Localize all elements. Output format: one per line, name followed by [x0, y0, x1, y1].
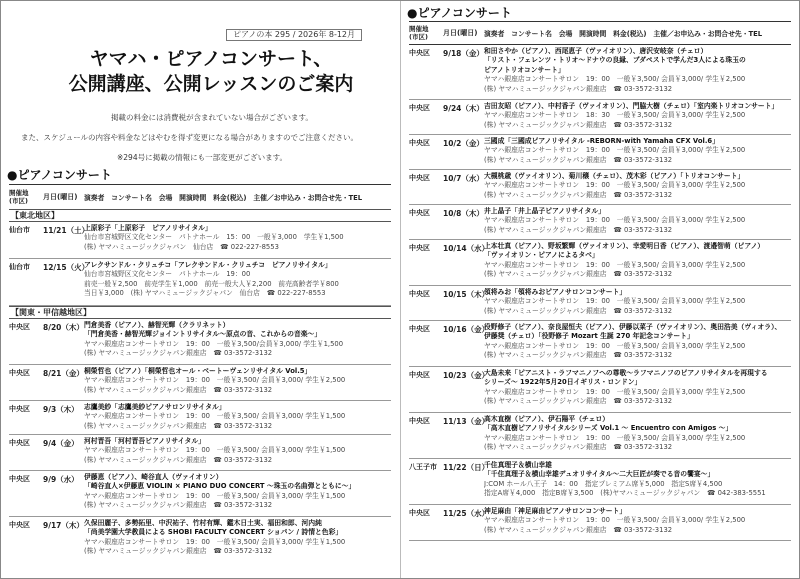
row-concert: シリーズ～ 1922年5月20日イギリス・ロンドン」 [484, 378, 642, 387]
row-area: 中央区 [409, 104, 430, 112]
row-venue: ヤマハ銀座店コンサートサロン 19：00 一般￥3,500/ 会員￥3,000/ 学生￥1,500 [84, 537, 346, 546]
header-date: 月日(曜日) [43, 193, 78, 201]
row-date: 11/21（土） [43, 226, 90, 235]
table-row [409, 169, 791, 205]
table-row [9, 400, 391, 435]
row-contact: (株) ヤマハミュージックジャパン銀座店 ☎ 03-3572-3132 [484, 306, 673, 315]
row-venue: ヤマハ銀座店コンサートサロン 19：00 一般￥3,500/ 会員￥3,000/ 学生￥2,500 [484, 181, 746, 190]
row-contact: (株) ヤマハミュージックジャパン銀座店 ☎ 03-3572-3132 [84, 349, 273, 358]
row-body [84, 473, 391, 511]
table-row [409, 412, 791, 459]
row-performer: 河村晋吾「河村晋吾ピアノリサイタル」 [84, 437, 205, 445]
row-performer: 上原彩子「上原彩子 ピアノリサイタル」 [84, 224, 212, 232]
row-body [84, 224, 391, 252]
row-body [84, 403, 391, 431]
table-row [9, 221, 391, 259]
row-performer: 千住真理子＆横山幸雄 [484, 461, 552, 469]
row-performer: 高木直樹（ピアノ）、伊石陽平（チェロ） [484, 415, 609, 423]
row-contact: (株) ヤマハミュージックジャパン銀座店 ☎ 03-3572-3132 [484, 525, 673, 534]
row-body [484, 288, 791, 316]
row-body [84, 437, 391, 465]
table-row [9, 470, 391, 517]
row-contact: (株) ヤマハミュージックジャパン銀座店 ☎ 03-3572-3132 [84, 501, 273, 510]
row-area: 中央区 [9, 439, 30, 447]
row-concert: 「門倉美香・赫智光輝ジョイントリサイタル～原点の音、これからの音楽～」 [84, 330, 322, 339]
table-row [9, 318, 391, 365]
row-venue: ヤマハ銀座店コンサートサロン 19：00 一般￥3,500/ 会員￥3,000/ 学生￥2,500 [484, 387, 746, 396]
row-venue: ヤマハ銀座店コンサートサロン 19：00 一般￥3,500/ 会員￥3,000/ 学生￥1,500 [84, 412, 346, 421]
table-row [9, 516, 391, 564]
row-date: 9/17（木） [43, 521, 84, 530]
row-contact: (株) ヤマハミュージックジャパン銀座店 ☎ 03-3572-3132 [484, 120, 673, 129]
row-date: 10/15（木） [443, 290, 490, 299]
row-contact: (株) ヤマハミュージックジャパン銀座店 ☎ 03-3572-3132 [84, 547, 273, 556]
row-area: 中央区 [409, 325, 430, 333]
row-performer: 大島未来「ピアニスト・ラフマニノフへの尊敬～ラフマニノフのピアノリサイタルを再現する [484, 369, 768, 377]
row-performer: 和田さやか（ピアノ）、西尾恵子（ヴァイオリン）、唐沢安岐奈（チェロ） [484, 47, 708, 55]
note-tax: 掲載の料金には消費税が含まれていない場合がございます。 [111, 113, 313, 122]
row-venue: J:COM ホール八王子 14：00 指定プレミアム席￥5,000 指定S席￥4,500 [484, 479, 723, 488]
row-body [84, 261, 391, 299]
row-performer: アレクサンドル・クリュチコ「アレクサンドル・クリュチコ ピアノリサイタル」 [84, 261, 332, 269]
row-area: 中央区 [409, 371, 430, 379]
row-date: 10/7（水） [443, 174, 484, 183]
row-date: 11/25（水） [443, 509, 490, 518]
row-contact: (株) ヤマハミュージックジャパン銀座店 ☎ 03-3572-3132 [484, 190, 673, 199]
row-performer: 領将みお「領将みおピアノサロンコンサート」 [484, 288, 627, 296]
row-body [484, 461, 791, 499]
row-contact: (株) ヤマハミュージックジャパン銀座店 ☎ 03-3572-3132 [484, 225, 673, 234]
row-body [484, 47, 791, 94]
row-area: 八王子市 [409, 463, 437, 471]
row-concert: 「尚美学園大学教員による SHOBI FACULTY CONCERT ショパン / 詩情と色彩」 [84, 528, 343, 537]
row-performer: 桐榮哲也（ピアノ）「桐榮哲也オール・ベートーヴェンリサイタル Vol.5」 [84, 367, 312, 375]
row-performer: 吉田友昭（ピアノ）、中村香子（ヴァイオリン）、門脇大樹（チェロ）「室内楽トリオコンサート」 [484, 102, 779, 110]
row-concert: 「千住真理子＆横山幸雄デュオリサイタル～二大巨匠が奏でる音の饗宴～」 [484, 470, 715, 479]
row-area: 中央区 [9, 405, 30, 413]
table-row [409, 320, 791, 367]
row-venue: ヤマハ銀座店コンサートサロン 19：00 一般￥3,500/ 会員￥3,000/ 学生￥2,500 [484, 433, 746, 442]
row-body [484, 415, 791, 453]
section-title-right: ●ピアノコンサート [407, 6, 512, 20]
row-body [484, 369, 791, 407]
row-area: 中央区 [409, 417, 430, 425]
row-venue: 仙台市宮城野区文化センター パトナホール 19：00 [84, 270, 251, 279]
row-contact: (株) ヤマハミュージックジャパン銀座店 ☎ 03-3572-3132 [84, 385, 273, 394]
row-venue: ヤマハ銀座店コンサートサロン 19：00 一般￥3,500/ 会員￥3,000/ 学生￥2,500 [484, 297, 746, 306]
row-venue: 仙台市宮城野区文化センター パトナホール 15：00 一般￥3,000 学生￥1,500 [84, 233, 344, 242]
title-line-1: ヤマハ・ピアノコンサート、 [89, 48, 333, 70]
title-line-2: 公開講座、公開レッスンのご案内 [68, 73, 354, 95]
row-price: 前売一般￥2,500 前売学生￥1,000 前売一般大人￥2,200 前売高齢者学￥800 [84, 279, 339, 288]
row-area: 中央区 [9, 323, 30, 331]
row-venue: ヤマハ銀座店コンサートサロン 19：00 一般￥3,500/ 会員￥3,000/ 学生￥2,500 [84, 376, 346, 385]
table-row [409, 44, 791, 100]
table-row [9, 364, 391, 401]
row-contact: 指定A席￥4,000 指定B席￥3,500 (株)ヤマハミュージックジャパン ☎ 042-383-5551 [484, 489, 766, 498]
row-venue: ヤマハ銀座店コンサートサロン 19：00 一般￥3,500/会員￥3,000/ 学生￥1,500 [84, 339, 344, 348]
row-performer: 上本壮真（ピアノ）、野坂繁輝（ヴァイオリン）、幸愛明日香（ピアノ）、渡邉智萌（ピアノ） [484, 242, 765, 250]
row-venue: ヤマハ銀座店コンサートサロン 19：00 一般￥3,500/ 会員￥3,000/ 学生￥2,500 [484, 75, 746, 84]
row-area: 中央区 [409, 174, 430, 182]
header-main: 演奏者 コンサート名 会場 開演時間 料金(税込) 主催／お申込み・お問合せ先・TEL [84, 194, 363, 202]
table-row [409, 366, 791, 413]
row-performer: 役野修子（ピアノ）、奈良屋恒夫（ピアノ）、伊藤以菜子（ヴァイオリン）、奥田浩美（ヴィオラ）、 [484, 323, 782, 331]
row-body [484, 102, 791, 130]
area-header-kanto: 【関東・甲信越地区】 [9, 306, 391, 319]
note-change: また、スケジュールの内容や料金などはやむを得ず変更になる場合がありますのでご注意ください。 [21, 133, 359, 142]
row-venue: ヤマハ銀座店コンサートサロン 19：00 一般￥3,500/ 会員￥3,000/ 学生￥2,500 [484, 216, 746, 225]
row-contact: (株) ヤマハミュージックジャパン銀座店 ☎ 03-3572-3132 [484, 155, 673, 164]
table-row [409, 134, 791, 170]
row-area: 中央区 [409, 139, 430, 147]
header-date: 月日(曜日) [443, 29, 478, 37]
row-area: 中央区 [409, 209, 430, 217]
row-concert: 伊藤奨（チェロ）「役野修子 Mozart 生誕 270 年記念コンサート」 [484, 332, 694, 341]
table-header-right [409, 21, 791, 45]
row-date: 11/13（金） [443, 417, 490, 426]
row-performer: 久保田麗子、多勢拓里、中沢祐子、竹村有輝、鑑木日土実、福田和郎、河内純 [84, 519, 322, 527]
row-area: 中央区 [409, 49, 430, 57]
row-date: 10/16（金） [443, 325, 490, 334]
row-body [484, 172, 791, 200]
header-main: 演奏者 コンサート名 会場 開演時間 料金(税込) 主催／お申込み・お問合せ先・TEL [484, 30, 763, 38]
right-column [401, 1, 799, 578]
row-contact: (株) ヤマハミュージックジャパン銀座店 ☎ 03-3572-3132 [484, 351, 673, 360]
area-header-tohoku: 【東北地区】 [9, 209, 391, 222]
row-body [484, 242, 791, 280]
row-date: 10/23（金） [443, 371, 490, 380]
table-row [409, 285, 791, 321]
row-date: 8/21（金） [43, 369, 84, 378]
row-concert: 「高木直樹ピアノリサイタルシリーズ Vol.1 ～ Encuentro con Amigos ～」 [484, 424, 733, 433]
row-venue: ヤマハ銀座店コンサートサロン 19：00 一般￥3,500/ 会員￥3,000/ 学生￥2,500 [484, 341, 746, 350]
row-date: 10/8（木） [443, 209, 484, 218]
row-performer: 大槻桃歳（ヴァイオリン）、菊川穣（チェロ）、茂木彩（ピアノ）「トリオコンサート」 [484, 172, 745, 180]
row-venue: ヤマハ銀座店コンサートサロン 18：30 一般￥3,500/ 会員￥3,000/ 学生￥2,500 [484, 111, 746, 120]
row-performer: 三國成「三國成ピアノリサイタル -REBORN-with Yamaha CFX Vol.6」 [484, 137, 719, 145]
row-contact: (株) ヤマハミュージックジャパン銀座店 ☎ 03-3572-3132 [84, 455, 273, 464]
row-concert: 「ヴァイオリン・ピアノによるタベ」 [484, 251, 599, 260]
row-concert: 「崎谷直人×伊藤恵 VIOLIN × PIANO DUO CONCERT ～珠玉の名曲弾とともに～」 [84, 482, 356, 491]
table-row [409, 204, 791, 240]
row-contact: (株) ヤマハミュージックジャパン 仙台店 ☎ 022-227-8553 [84, 242, 279, 251]
row-contact: (株) ヤマハミュージックジャパン銀座店 ☎ 03-3572-3132 [484, 270, 673, 279]
row-area: 仙台市 [9, 263, 30, 271]
row-body [84, 519, 391, 557]
row-area: 中央区 [9, 369, 30, 377]
row-area: 中央区 [9, 475, 30, 483]
left-column [1, 1, 399, 578]
row-venue: ヤマハ銀座店コンサートサロン 19：00 一般￥3,500/ 会員￥3,000/ 学生￥2,500 [484, 516, 746, 525]
row-concert-cont: ピアノトリオコンサート」 [484, 65, 565, 74]
row-date: 9/18（金） [443, 49, 484, 58]
row-contact: 当日￥3,000 (株) ヤマハミュージックジャパン 仙台店 ☎ 022-227-8553 [84, 289, 326, 298]
table-row [9, 434, 391, 471]
row-performer: 志鷹美紗「志鷹美紗ピアノサロンリサイタル」 [84, 403, 226, 411]
row-area: 中央区 [409, 244, 430, 252]
row-venue: ヤマハ銀座店コンサートサロン 19：00 一般￥3,500/ 会員￥3,000/ 学生￥2,500 [484, 146, 746, 155]
row-performer: 門倉美香（ピアノ）、赫智光輝（クラリネット） [84, 321, 230, 329]
header-area: 開催地 (市区) [409, 25, 429, 41]
row-area: 仙台市 [9, 226, 30, 234]
row-venue: ヤマハ銀座店コンサートサロン 19：00 一般￥3,500/ 会員￥3,000/ 学生￥2,500 [484, 260, 746, 269]
source-box: ピアノの本 295 / 2026年 8-12月 [226, 29, 362, 41]
row-date: 9/4（金） [43, 439, 79, 448]
section-title-left: ●ピアノコンサート [7, 168, 112, 182]
note-previous-issue: ※294号に掲載の情報にも一部変更がございます。 [117, 153, 287, 162]
row-date: 9/3（木） [43, 405, 79, 414]
row-area: 中央区 [409, 290, 430, 298]
row-body [484, 323, 791, 361]
row-body [84, 321, 391, 359]
row-date: 12/15（火） [43, 263, 90, 272]
row-body [484, 507, 791, 535]
row-body [484, 207, 791, 235]
row-body [84, 367, 391, 395]
row-contact: (株) ヤマハミュージックジャパン銀座店 ☎ 03-3572-3132 [484, 84, 673, 93]
row-performer: 神足麻由「神足麻由ピアノサロンコンサート」 [484, 507, 627, 515]
header-area: 開催地 (市区) [9, 189, 29, 205]
row-date: 11/22（日） [443, 463, 490, 472]
table-row [409, 99, 791, 135]
row-date: 9/9（水） [43, 475, 79, 484]
row-date: 10/14（水） [443, 244, 490, 253]
row-contact: (株) ヤマハミュージックジャパン銀座店 ☎ 03-3572-3132 [484, 397, 673, 406]
row-performer: 井上晶子「井上晶子ピアノリサイタル」 [484, 207, 605, 215]
row-area: 中央区 [9, 521, 30, 529]
table-row [409, 458, 791, 505]
table-row [409, 239, 791, 286]
page-title [56, 47, 366, 97]
row-area: 中央区 [409, 509, 430, 517]
row-performer: 伊藤恵（ピアノ）、崎谷直人（ヴァイオリン） [84, 473, 223, 481]
table-row [9, 258, 391, 306]
row-concert: 「リスト・フェレンツ・トリオ～ドナウの良縁、ブダペストで学んだ3人による珠玉の [484, 56, 746, 65]
row-venue: ヤマハ銀座店コンサートサロン 19：00 一般￥3,500/ 会員￥3,000/ 学生￥1,500 [84, 446, 346, 455]
table-header-left [9, 184, 391, 210]
row-body [484, 137, 791, 165]
table-row [409, 504, 791, 541]
row-contact: (株) ヤマハミュージックジャパン銀座店 ☎ 03-3572-3132 [84, 421, 273, 430]
row-contact: (株) ヤマハミュージックジャパン銀座店 ☎ 03-3572-3132 [484, 443, 673, 452]
row-date: 10/2（金） [443, 139, 484, 148]
row-date: 8/20（木） [43, 323, 84, 332]
row-venue: ヤマハ銀座店コンサートサロン 19：00 一般￥3,500/ 会員￥3,000/ 学生￥1,500 [84, 491, 346, 500]
row-date: 9/24（木） [443, 104, 484, 113]
